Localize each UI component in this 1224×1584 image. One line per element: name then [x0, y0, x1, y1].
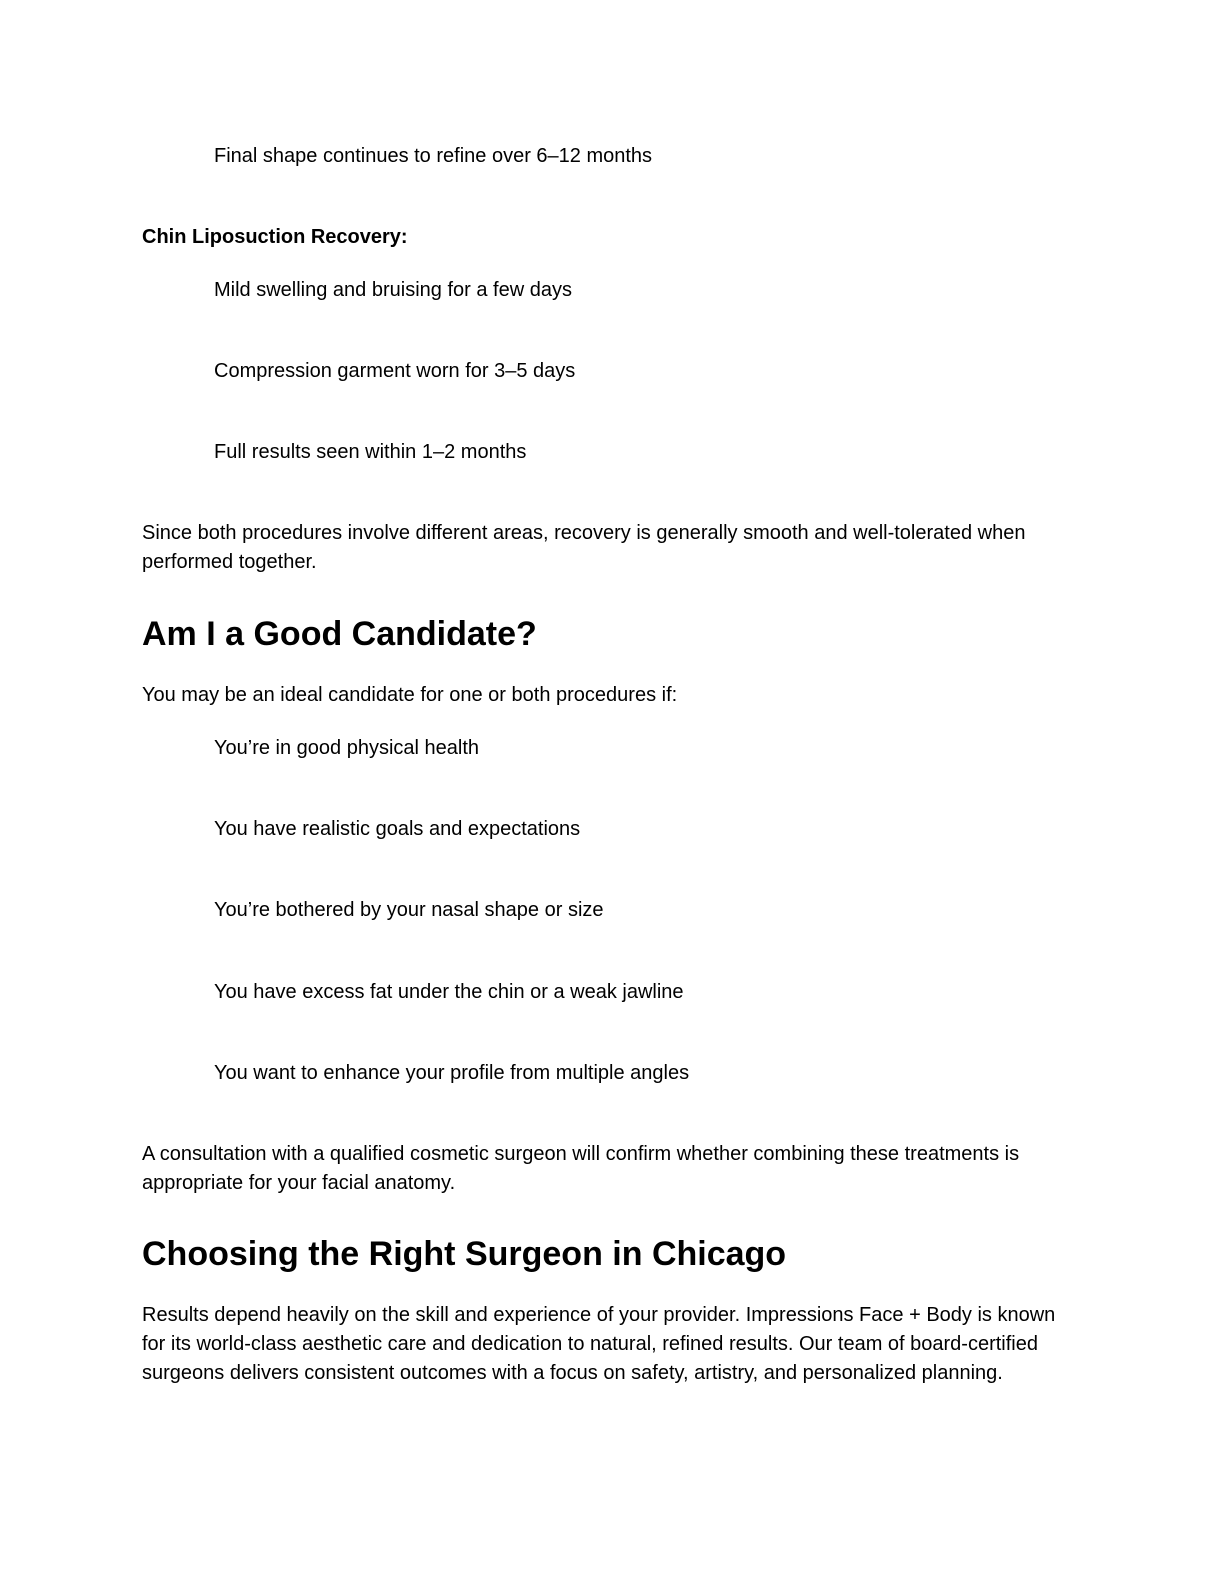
list-item: You have realistic goals and expectations: [214, 818, 581, 840]
section-heading: Choosing the Right Surgeon in Chicago: [142, 1235, 787, 1273]
list-item: Full results seen within 1–2 months: [214, 441, 527, 463]
paragraph: Results depend heavily on the skill and experience of your provider. Impressions Face + Body is known for its world-class aesthetic care and dedication to natural, refined results. Our team of board-certified surgeons delivers consistent outcomes with a focus on safety, artistry, and personalized planning.: [142, 1304, 1056, 1384]
list-item: You’re bothered by your nasal shape or size: [214, 899, 604, 921]
list-item: Mild swelling and bruising for a few days: [214, 279, 572, 301]
list-item: Final shape continues to refine over 6–12 months: [214, 145, 653, 167]
paragraph: A consultation with a qualified cosmetic surgeon will confirm whether combining these treatments is appropriate for your facial anatomy.: [142, 1143, 1020, 1194]
paragraph: You may be an ideal candidate for one or both procedures if:: [142, 684, 678, 706]
section-subheading: Chin Liposuction Recovery:: [142, 226, 408, 248]
paragraph: Since both procedures involve different areas, recovery is generally smooth and well-tolerated when performed together.: [142, 522, 1026, 573]
list-item: You have excess fat under the chin or a weak jawline: [214, 981, 684, 1003]
section-heading: Am I a Good Candidate?: [142, 615, 537, 653]
list-item: You want to enhance your profile from multiple angles: [214, 1062, 690, 1084]
list-item: Compression garment worn for 3–5 days: [214, 360, 576, 382]
list-item: You’re in good physical health: [214, 737, 480, 759]
